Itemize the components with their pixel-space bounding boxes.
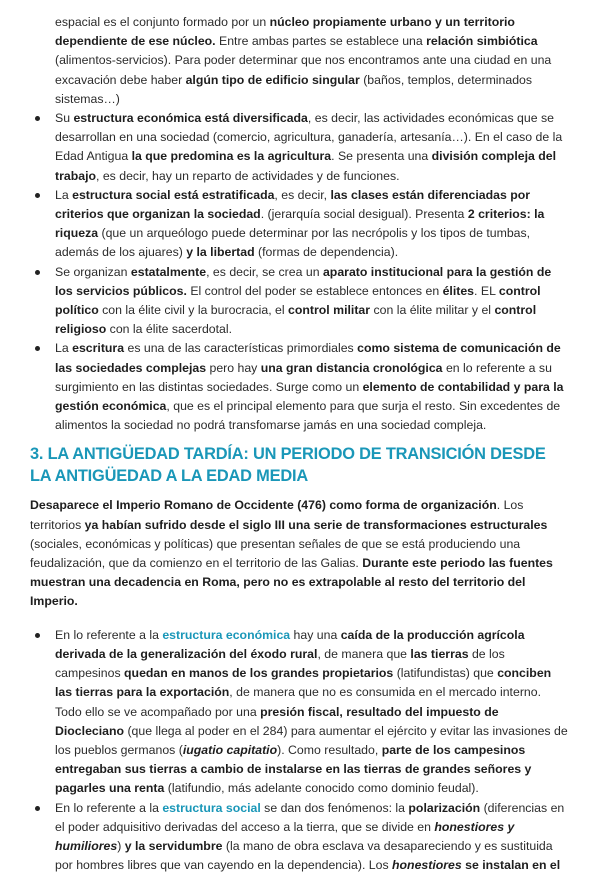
section-bullet-list (30, 626, 570, 875)
text-run: hay una (290, 627, 341, 642)
text-run: núcleo propiamente urbano y un territorio dependiente de ese núcleo. (55, 15, 515, 49)
text-run: . Los territorios (30, 498, 524, 532)
text-run: (alimentos-servicios). Para poder determinar que nos encontramos ante una ciudad en una excavación debe haber (55, 53, 552, 87)
text-run: una gran distancia cronológica (260, 360, 443, 375)
text-run: Entre ambas partes se establece una (215, 34, 427, 49)
text-run: ). Como resultado, (277, 742, 382, 757)
text-run: de los campesinos (55, 646, 505, 681)
text-run: La (55, 187, 73, 202)
text-run: algún tipo de edificio singular (185, 72, 360, 87)
text-run: (diferencias en el poder adquisitivo derivadas del acceso a la tierra, que se divide en (55, 800, 565, 834)
text-run: honestiores (392, 858, 462, 873)
section-intro-paragraph (30, 496, 570, 611)
text-run: (baños, templos, determinados sistemas…) (55, 72, 533, 106)
text-run: en lo referente a su surgimiento en las distintas sociedades. Surge como un (55, 360, 552, 394)
text-run: (que llega al poder en el 284) para aumentar el ejército y evitar las invasiones de los pueblos germanos ( (55, 723, 568, 757)
text-run: . (jerarquía social desigual). Presenta (260, 207, 468, 222)
text-run: se instalan en el (461, 858, 561, 873)
top-bullet-list (30, 13, 570, 435)
text-run: En lo referente a la (55, 800, 163, 815)
text-run: la que predomina es la agricultura (131, 149, 332, 164)
text-run: quedan en manos de los grandes propietarios (124, 666, 394, 681)
text-run: presión fiscal, resultado del impuesto de Diocleciano (55, 704, 499, 738)
text-run: estructura económica (162, 627, 291, 642)
text-run: estructura económica está diversificada (73, 111, 308, 126)
text-run: estructura social (162, 800, 261, 815)
bullet-icon (35, 116, 40, 121)
text-run: ya habían sufrido desde el siglo III una serie de transformaciones estructurales (84, 517, 548, 532)
text-run: las clases están diferenciadas por criterios que organizan la sociedad (55, 187, 531, 222)
text-run: polarización (408, 800, 481, 815)
text-run: Su (55, 111, 74, 126)
text-run: , es decir, (274, 187, 331, 202)
text-run: conciben las tierras para la exportación (55, 666, 552, 700)
text-run: las tierras (410, 646, 469, 661)
text-run: pero hay (206, 360, 261, 375)
text-run: estatalmente (130, 264, 207, 279)
text-run: escritura (72, 341, 125, 356)
list-item-estructura-social (30, 186, 570, 263)
text-run: , que es el principal elemento para que surja el resto. Sin excedentes de alimentos la sociedad no podrá transfomarse jamás en una sociedad compleja. (55, 399, 561, 433)
text-run: En lo referente a la (55, 627, 163, 642)
text-run: con la élite militar y el (370, 303, 495, 318)
text-run: (latifundistas) que (393, 666, 498, 681)
text-run: . EL (474, 283, 499, 298)
text-run: , es decir, se crea un (206, 264, 323, 279)
text-run: control político (55, 283, 541, 318)
text-run: élites (442, 283, 475, 298)
list-item-estructura-economica (30, 109, 570, 186)
text-run: , es decir, hay un reparto de actividades y de funciones. (96, 168, 400, 183)
bullet-icon (35, 193, 40, 198)
text-run: La (55, 341, 73, 356)
text-run: , es decir, las actividades económicas que se desarrollan en una sociedad (comercio, agricultura, ganadería, artesanía…). En el caso de la Edad Antigua (55, 111, 563, 164)
text-run: El control del poder se establece entonces en (186, 283, 443, 298)
text-run: división compleja del trabajo (55, 149, 557, 183)
text-run: (que un arqueólogo puede determinar por las necrópolis y los tipos de tumbas, además de los ajuares) (55, 226, 531, 260)
bullet-icon (35, 633, 40, 638)
text-run: relación simbiótica (426, 34, 538, 49)
text-run: honestiores y humiliores (55, 819, 515, 853)
text-run: , de manera que no es consumida en el mercado interno. Todo ello se ve acompañado por una (55, 685, 542, 719)
text-run: se dan dos fenómenos: la (260, 800, 409, 815)
text-run: espacial es el conjunto formado por un (55, 15, 270, 29)
list-item-estructura-economica-tardia (30, 626, 570, 799)
text-run: es una de las características primordiales (124, 341, 358, 356)
text-run: aparato institucional para la gestión de los servicios públicos. (55, 264, 552, 298)
text-run: elemento de contabilidad y para la gestión económica (55, 379, 564, 414)
text-run: estructura social está estratificada (72, 187, 275, 202)
list-item-escritura (30, 339, 570, 435)
text-run: (la mano de obra esclava va desapareciendo y es sustituida por hombres libres que van cayendo en la dependencia). Los (55, 838, 553, 873)
text-run: con la élite civil y la burocracia, el (98, 303, 289, 318)
text-run: parte de los campesinos entregaban sus tierras a cambio de instalarse en las tierras de grandes señores y pagarles una renta (55, 742, 532, 796)
text-run: ) (117, 838, 125, 853)
text-run: Durante este periodo las fuentes muestran una decadencia en Roma, pero no es extrapolable al resto del territorio del Imperio. (30, 556, 553, 609)
text-run: (formas de dependencia). (254, 245, 399, 260)
list-item-estructura-social-tardia (30, 799, 570, 875)
text-run: 2 criterios: la riqueza (55, 207, 545, 241)
bullet-icon (35, 270, 40, 275)
text-run: Se organizan (55, 264, 131, 279)
section-heading: 3. LA ANTIGÜEDAD TARDÍA: UN PERIODO DE TRANSICIÓN DESDE LA ANTIGÜEDAD A LA EDAD MEDIA (30, 445, 546, 486)
text-run: como sistema de comunicación de las sociedades complejas (55, 341, 561, 375)
text-run: . Se presenta una (331, 149, 432, 164)
text-run: Desaparece el Imperio Romano de Occidente (476) como forma de organización (30, 498, 497, 513)
text-run: y la libertad (186, 245, 255, 260)
list-item-continuation (30, 13, 570, 109)
text-run: con la élite sacerdotal. (106, 322, 233, 337)
text-run: (sociales, económicas y políticas) que presentan señales de que se está produciendo una feudalización, que da comienzo en el territorio de las Galias. (30, 536, 521, 571)
list-item-estatalmente (30, 263, 570, 340)
text-run: caída de la producción agrícola derivada de la generalización del éxodo rural (55, 627, 525, 661)
text-run: iugatio capitatio (182, 742, 278, 757)
text-run: control religioso (55, 303, 537, 337)
text-run: y la servidumbre (124, 838, 223, 853)
text-run: control militar (288, 303, 371, 318)
bullet-icon (35, 806, 40, 811)
bullet-icon (35, 346, 40, 351)
text-run: (latifundio, más adelante conocido como dominio feudal). (164, 781, 479, 796)
text-run: , de manera que (317, 646, 411, 661)
